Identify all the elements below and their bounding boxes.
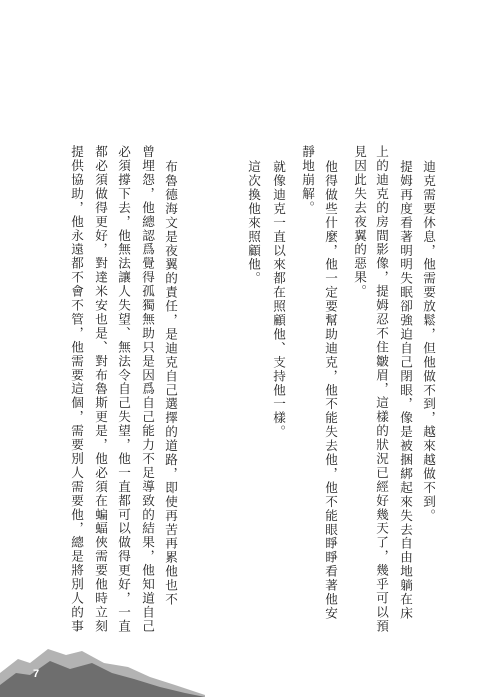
text-column: 曾埋怨，他總認爲覺得孤獨無助只是因爲自己能力不足導致的結果，他知道自己 [140,145,155,634]
text-column: 他得做些什麼，他一定要幫助迪克，他不能失去他，他不能眼睜睜看著他安 [323,160,338,621]
text-column: 靜地崩解。 [300,145,315,215]
text-column: 都必須做得更好，對達米安也是、對布魯斯更是，他必須在蝙蝠俠需要他時立刻 [93,145,108,634]
text-column: 就像迪克一直以來都在照顧他、支持他一樣。 [271,160,286,439]
text-column: 見因此失去夜翼的惡果。 [352,145,367,299]
text-column: 迪克需要休息，他需要放鬆，但他做不到，越來越做不到。 [421,160,436,523]
text-column: 提姆再度看著明明失眠卻強迫自己閉眼，像是被捆綁起來失去自由地躺在床 [398,160,413,621]
text-column: 這次換他來照顧他。 [246,160,261,286]
text-column: 上的迪克的房間影像，提姆忍不住皺眉，這樣的狀況已經好幾天了，幾乎可以預 [374,145,389,634]
text-column: 提供協助，他永遠都不會不管，他需要這個，需要別人需要他，總是將別人的事 [69,145,84,634]
page-number: 7 [33,668,40,680]
text-column: 必須撐下去，他無法讓人失望、無法令自己失望，他一直都可以做得更好，一直 [116,145,131,634]
text-column: 布魯德海文是夜翼的責任，是迪克自己選擇的道路，即使再苦再累他也不 [163,160,178,607]
mountain-footer-decoration [0,629,205,697]
